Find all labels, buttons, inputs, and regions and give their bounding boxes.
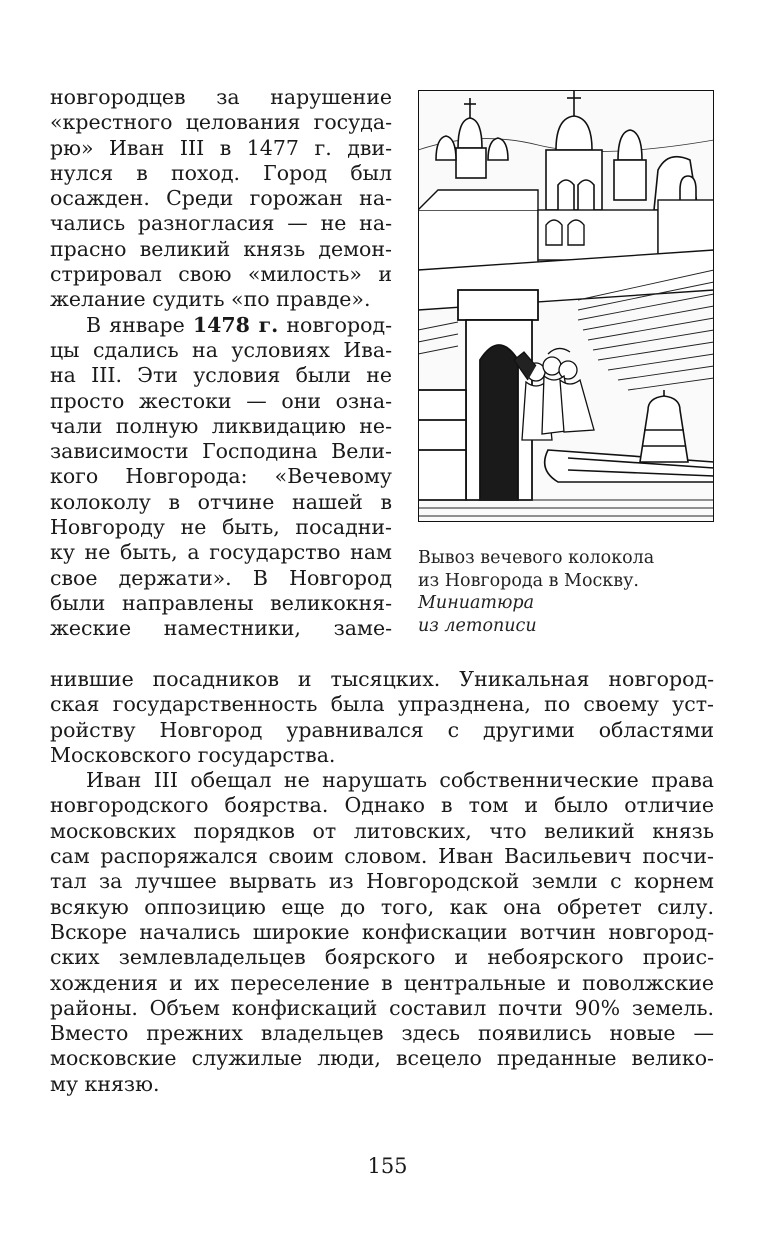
text-line: рю» Иван III в 1477 г. дви- bbox=[50, 135, 392, 160]
text-line: хождения и их переселение в центральные и поволжские bbox=[50, 970, 714, 995]
text-line: сам распоряжался своим словом. Иван Васильевич посчи- bbox=[50, 844, 714, 869]
text-line: новгородцев за нарушение bbox=[50, 85, 392, 109]
figure-caption bbox=[418, 547, 718, 637]
text-line: Московского государства. bbox=[50, 742, 336, 767]
text-line: Вскоре начались широкие конфискации вотчин новгород- bbox=[50, 919, 714, 944]
text-line: желание судить «по правде». bbox=[50, 287, 371, 312]
text-line: му князю. bbox=[50, 1071, 160, 1096]
text-line: зависимости Господина Вели- bbox=[50, 439, 392, 464]
text-line: ройству Новгород уравнивался с другими областями bbox=[50, 717, 714, 742]
text-line: нулся в поход. Город был bbox=[50, 160, 392, 185]
text-line: тал за лучшее вырвать из Новгородской земли с корнем bbox=[50, 869, 714, 894]
text-line: просто жестоки — они озна- bbox=[50, 388, 392, 413]
caption-line: Вывоз вечевого колокола bbox=[418, 548, 655, 568]
text-line: ская государственность была упразднена, по своему уст- bbox=[50, 692, 714, 717]
text-fragment: новгород- bbox=[278, 312, 392, 337]
text-line: колоколу в отчине нашей в bbox=[50, 489, 392, 514]
text-line: Новгороду не быть, посадни- bbox=[50, 515, 392, 540]
text-line: новгородского боярства. Однако в том и было отличие bbox=[50, 793, 714, 818]
text-line: «крестного целования госуда- bbox=[50, 110, 392, 135]
text-line: осажден. Среди горожан на- bbox=[50, 186, 392, 211]
chronicle-miniature-image bbox=[418, 90, 714, 522]
text-line: нившие посадников и тысяцких. Уникальная новгород- bbox=[50, 667, 714, 691]
caption-line: из Новгорода в Москву. bbox=[418, 570, 639, 591]
text-line: жеские наместники, заме- bbox=[50, 616, 392, 641]
text-line: на III. Эти условия были не bbox=[50, 363, 392, 388]
text-line: цы сдались на условиях Ива- bbox=[50, 337, 392, 362]
caption-line-italic: Миниатюра bbox=[418, 593, 535, 613]
text-line: ских землевладельцев боярского и небоярского проис- bbox=[50, 945, 714, 970]
text-fragment: В январе bbox=[86, 312, 193, 337]
text-line: чали полную ликвидацию не- bbox=[50, 413, 392, 438]
text-line: московские служилые люди, всецело преданные велико- bbox=[50, 1046, 714, 1071]
text-line: московских порядков от литовских, что великий князь bbox=[50, 818, 714, 843]
text-line: свое держати». В Новгород bbox=[50, 565, 392, 590]
text-line: Вместо прежних владельцев здесь появились новые — bbox=[50, 1021, 714, 1046]
text-line: ку не быть, а государство нам bbox=[50, 540, 392, 565]
caption-line-italic: из летописи bbox=[418, 615, 537, 636]
text-line: всякую оппозицию еще до того, как она обретет силу. bbox=[50, 894, 714, 919]
text-line: районы. Объем конфискаций составил почти 90% земель. bbox=[50, 995, 714, 1020]
text-line: были направлены великокня- bbox=[50, 590, 392, 615]
text-line: прасно великий князь демон- bbox=[50, 236, 392, 261]
text-line-with-date bbox=[50, 313, 392, 338]
text-line: стрировал свою «милость» и bbox=[50, 262, 392, 287]
text-line: Иван III обещал не нарушать собственнические права bbox=[86, 768, 714, 793]
left-column-text bbox=[50, 85, 392, 642]
page-number: 155 bbox=[367, 1154, 408, 1178]
miniature-illustration bbox=[418, 90, 714, 522]
text-line: кого Новгорода: «Вечевому bbox=[50, 464, 392, 489]
text-line: чались разногласия — не на- bbox=[50, 211, 392, 236]
full-width-text bbox=[50, 667, 714, 1097]
bold-date: 1478 г. bbox=[192, 312, 279, 337]
